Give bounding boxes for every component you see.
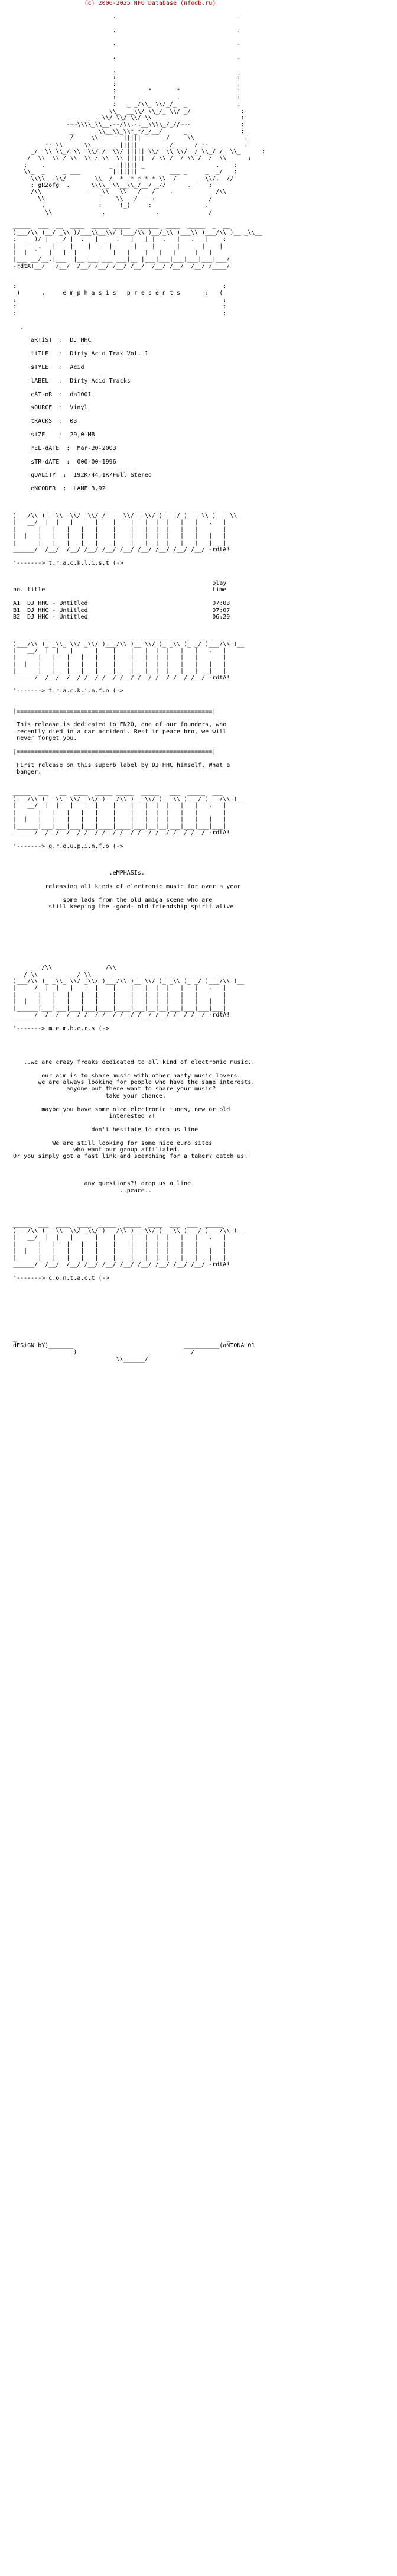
nfo-line: | __/ | | | | | | | | | | | | . |: [2, 802, 227, 810]
nfo-line: banger.: [2, 769, 42, 776]
nfo-line: | | | | | | | | | | | | | |: [2, 809, 227, 816]
nfo-line: ..we are crazy freaks dedicated to all kind of electronic music..: [2, 1059, 255, 1066]
nfo-line: cAT-nR : da1001: [2, 391, 92, 398]
nfo-line: qUALiTY : 192K/44,1K/Full Stereo: [2, 472, 152, 479]
nfo-line: siZE : 29,0 MB: [2, 432, 95, 438]
nfo-line: _ _: [2, 276, 227, 283]
nfo-line: _____ ___ __ ____ ____ _____ ____ __ _____ _____ __: [2, 506, 230, 513]
nfo-line: /\\ /\\: [2, 965, 116, 972]
nfo-line: | | | | | | | | | | | | | | | |: [2, 533, 227, 540]
nfo-line: : :: [2, 303, 227, 310]
nfo-line: |______|___|___|___|___|____|____|___|__|__|___|___|___|___|: [2, 1254, 227, 1261]
nfo-line: : _ _/\\_ \\/_/_ _ :: [2, 101, 241, 108]
nfo-line: ______/ /__/ /__/ /__/ /__/ /__/ /__/ /__/ /__/ /__/ -rdtA!: [2, 1261, 230, 1268]
nfo-line: -rdtA!__/ /__/ /__/ /__/ /__/ /__/ /__/ /__/ /__/ /____/: [2, 263, 230, 270]
nfo-line: '-------> m.e.m.b.e.r.s (->: [2, 1025, 113, 1032]
nfo-line: : :: [2, 74, 241, 81]
nfo-line: \\_ __\\/ \\_/_ \\/ _/ :: [2, 108, 245, 115]
nfo-line: . .: [2, 54, 241, 61]
nfo-line: | | | | | | | | | | | | | |: [2, 654, 227, 661]
nfo-line: | | | | | | | | | | | | | |: [2, 526, 227, 533]
nfo-line: interested ?!: [2, 1113, 155, 1120]
nfo-line: )___/\\ )_ _\\_ \\/ _\\/ /____ \\/__ \\/ )__ _/ )___ \\ )__ _\\: [2, 512, 237, 519]
nfo-line: play: [2, 580, 227, 587]
nfo-line: our aim is to share music with other nasty music lovers.: [2, 1072, 241, 1079]
nfo-line: )___/\\ )_ _\\_ \\/ _\\/ )___/\\ )__ \\/ )_ _\\ )_ _/ )___/\\ )__: [2, 640, 245, 648]
nfo-line: : :: [2, 80, 241, 88]
nfo-line: )___/\\ )__/ _\\ )/___\\__\\/ )___/\\ )__/_\\ )___\\ )___/\\ )__ _\\__: [2, 229, 262, 236]
nfo-line: still keeping the -good- old friendship spirit alive: [2, 904, 234, 911]
nfo-line: | __/ | | | | | | | | | | | | . |: [2, 648, 227, 654]
nfo-line: | | | | | | | | | | | | | | | |: [2, 816, 227, 823]
nfo-database-header: (c) 2006-2025 NFO Database (nfodb.ru): [2, 0, 216, 7]
nfo-line: /\\ . \\__ \\ / __/ . /\\: [2, 189, 227, 196]
nfo-line: rEL-dATE : Mar-20-2003: [2, 445, 116, 452]
nfo-line: We are still looking for some nice euro sites: [2, 1140, 213, 1147]
nfo-line: |___ __/__.|___ |__|___|___ ___|__ |___|___|___|___|___|___/: [2, 256, 230, 263]
nfo-line: This release is dedicated to EN20, one of our founders, who: [2, 721, 227, 729]
nfo-line: | | | | | | | | | | | | | |: [2, 1241, 227, 1248]
nfo-line: \\\\ .\\/ _ \\ / * _*_*_* * \\ / _ \\/. //: [2, 175, 234, 182]
nfo-line: \\ : \\___/ : /: [2, 195, 213, 202]
nfo-line: )___________ _____________/: [2, 1349, 195, 1356]
nfo-line: Or you simply got a fast link and searching for a taker? catch us!: [2, 1153, 248, 1160]
nfo-line: : :: [2, 283, 227, 290]
nfo-line: )___/\\ )_ _\\_ \\/ _\\/ )___/\\ )__ \\/ )_ _\\ )_ _/ )___/\\ )__: [2, 1227, 245, 1234]
nfo-line: |=======================================================|: [2, 708, 216, 715]
nfo-line: _/ \\_ ||||| _/ \\_ :: [2, 135, 248, 142]
nfo-line: ______/ /__/ /__/ /__/ /__/ /__/ /__/ /__/ /__/ /__/ -rdtA!: [2, 674, 230, 681]
nfo-line: _____ ___ ____ ____ _____ _____ ____ ___ ___ _____: [2, 1221, 223, 1228]
nfo-line: | | ` | | | | | | | | | | |: [2, 250, 213, 257]
nfo-line: |______|___|___|___|___|____|____|___|__|__|___|___|___|___|: [2, 539, 227, 546]
nfo-line: maybe you have some nice electronic tunes, new or old: [2, 1106, 230, 1113]
nfo-line: ______/ /__/ /__/ /__/ /__/ /__/ /__/ /__/ /__/ /__/ -rdtA!: [2, 1011, 230, 1018]
nfo-line: : :: [2, 310, 227, 317]
nfo-line: . .: [2, 40, 241, 47]
nfo-line: | | | | | | | | | | | | | |: [2, 991, 227, 998]
nfo-line: never forget you.: [2, 735, 77, 742]
nfo-line: )___/\\ )_ _\\_ \\/ _\\/ )___/\\ )__ \\/ )_ _\\ )_ _/ )___/\\ )__: [2, 795, 245, 802]
nfo-line: . .: [2, 13, 241, 20]
nfo-line: A1 DJ HHC - Untitled 07:03: [2, 600, 230, 607]
nfo-line: sTYLE : Acid: [2, 364, 84, 371]
nfo-line: dESiGN bY)_______ __________(aNTONA'01: [2, 1342, 255, 1349]
nfo-line: )___/\\ )_ _\\_ \\/ _\\/ )___/\\ )__ \\/ )_ _\\ )_ _/ )___/\\ )__: [2, 978, 245, 985]
nfo-line: don't hesitate to drop us line: [2, 1126, 198, 1133]
nfo-line: : . . :: [2, 94, 241, 101]
nfo-line: B1 DJ HHC - Untitled 07:07: [2, 607, 230, 614]
nfo-line: ______/ /__/ /__/ /__/ /__/ /__/ /__/ /__/ /__/ /__/ -rdtA!: [2, 829, 230, 836]
nfo-line: \\ . . /: [2, 209, 213, 216]
nfo-line: : * * :: [2, 88, 241, 95]
nfo-line: First release on this superb label by DJ HHC himself. What a: [2, 762, 230, 769]
nfo-line: |=======================================================|: [2, 749, 216, 756]
nfo-line: \\______/: [2, 1355, 148, 1363]
nfo-line: _____ ___ __ ____ _____ _____ _____ ___ _____ ___: [2, 634, 223, 641]
nfo-line: . .: [2, 27, 241, 34]
nfo-line: | . | | | | | | | | |: [2, 242, 223, 250]
nfo-line: | __/ | | | | | | | | | | | | . |: [2, 985, 227, 992]
nfo-line: _/ \\ \\_/ \\ \\/ / \\/ ||||| \\/ \\ \\/ / \\_/ / \\_ :: [2, 148, 266, 155]
nfo-line: -~~\\\\_\\__.--/\\.-.__\\\\_/_//~~- :: [2, 121, 245, 128]
nfo-line: '-------> t.r.a.c.k.l.i.s.t (->: [2, 559, 127, 567]
nfo-line: any questions?! drop us a line: [2, 1180, 191, 1187]
nfo-line: _/ \\ \\_/ \\ \\_/ \\ \\ ||||| / \\_/ / \\_/ / \\_ :: [2, 155, 252, 162]
nfo-line: _ \\__\\_\\*_*/_/__/ _ :: [2, 128, 245, 135]
nfo-line: . .: [2, 67, 241, 75]
nfo-line: .eMPHASIs.: [2, 870, 145, 877]
nfo-line: | __/ | | | | | | | | | | | | . |: [2, 519, 227, 526]
nfo-line: |______|___|___|___|___|____|____|___|__|__|___|___|___|___|: [2, 823, 227, 830]
nfo-line: recently died in a car accident. Rest in peace bro, we will: [2, 728, 227, 735]
nfo-line: ..peace..: [2, 1187, 152, 1194]
nfo-line: _ -- \\_ ___\\__ ____ ||||| ____ __/___ _/ -- _ :: [2, 141, 248, 148]
nfo-line: : gRZofg . \\\\_ \\__\\_/__/ _// . :: [2, 182, 213, 189]
nfo-line: we are always looking for people who have the same interests.: [2, 1079, 255, 1086]
nfo-line: take your chance.: [2, 1092, 166, 1099]
nfo-line: B2 DJ HHC - Untitled 06:29: [2, 613, 230, 620]
nfo-line: sTR-dATE : 000-00-1996: [2, 458, 116, 465]
nfo-line: '-------> t.r.a.c.k.i.n.f.o (->: [2, 688, 127, 695]
nfo-line: _____ ___ __ ____ _____ _____ ______ ____ _____ _ __: [2, 222, 230, 229]
nfo-line: '-------> c.o.n.t.a.c.t (->: [2, 1274, 113, 1281]
nfo-line: |______|___|___|___|___|____|____|___|__|__|___|___|___|___|: [2, 1005, 227, 1012]
nfo-line: \\_ _ _ ___ ||||||| ___ _ _ _/ :: [2, 169, 237, 176]
nfo-line: '-------> g.r.o.u.p.i.n.f.o (->: [2, 843, 127, 850]
nfo-line: : __)/ | __/ | . | _ . | | | . | . | :: [2, 236, 227, 243]
nfo-line: | | | | | | | | | | | | | | | |: [2, 1248, 227, 1255]
nfo-line: | | | | | | | | | | | | | | | |: [2, 998, 227, 1005]
nfo-line: aRTiST : DJ HHC: [2, 337, 92, 344]
nfo-line: tRACKS : 03: [2, 418, 77, 425]
nfo-line: who want our group affiliated.: [2, 1147, 181, 1154]
nfo-line: : . _ |||||| _ . :: [2, 161, 237, 169]
nfo-line: | | | | | | | | | | | | | | | |: [2, 661, 227, 668]
nfo-line: . : (_) : .: [2, 202, 209, 209]
nfo-line: _) . e m p h a s i s p r e s e n t s : (_: [2, 290, 227, 297]
nfo-line: sOURCE : Vinyl: [2, 404, 88, 412]
nfo-line: no. title time: [2, 587, 227, 594]
nfo-line: | __/ | | | | | | | | | | | | . |: [2, 1234, 227, 1241]
nfo-line: ___/ \\______ ___/ \\______ _____ ______ _____ _____: [2, 971, 216, 978]
nfo-line: releasing all kinds of electronic music for over a year: [2, 884, 241, 891]
nfo-line: _ _: [2, 1335, 230, 1342]
nfo-art-body: [2, 14, 266, 1363]
nfo-line: anyone out there want to share your music?: [2, 1086, 216, 1093]
nfo-line: eNCODER : LAME 3.92: [2, 486, 106, 493]
nfo-line: _ ___ ____\\/ \\/ \\/ \\_____ ___ _ :: [2, 114, 245, 121]
nfo-line: _____ ___ __ ____ _____ _____ _____ ___ _____ ___: [2, 789, 223, 796]
nfo-line: tiTLE : Dirty Acid Trax Vol. 1: [2, 351, 148, 358]
nfo-line: lABEL : Dirty Acid Tracks: [2, 377, 131, 384]
nfo-line: some lads from the old amiga scene who are: [2, 897, 213, 904]
nfo-line: |______|___|___|___|___|____|____|___|__|__|___|___|___|___|: [2, 668, 227, 675]
nfo-line: ______/ /__/ /__/ /__/ /__/ /__/ /__/ /__/ /__/ /__/ -rdtA!: [2, 546, 230, 553]
nfo-line: : :: [2, 296, 227, 303]
nfo-line: .: [2, 323, 24, 331]
